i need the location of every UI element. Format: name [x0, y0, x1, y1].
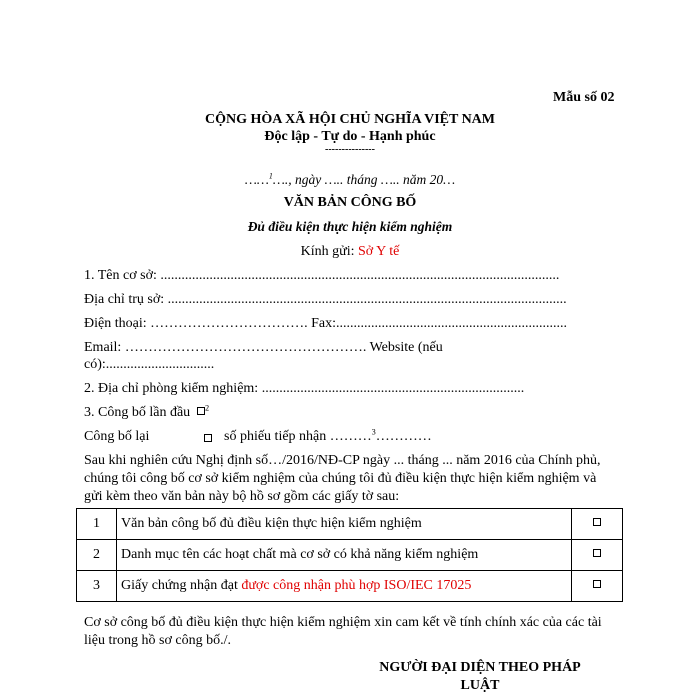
documents-table — [76, 508, 623, 602]
document-check-cell — [572, 571, 623, 602]
field-email-website-cont: có):............................... — [84, 357, 215, 372]
recipient-label: Kính gửi: — [300, 244, 358, 259]
date-line — [0, 172, 700, 188]
recipient-line — [0, 244, 700, 260]
receipt-number-field — [224, 429, 432, 445]
field-lab-address: 2. Địa chỉ phòng kiểm nghiệm: ........................................................................... — [84, 381, 525, 396]
document-check-cell — [572, 509, 623, 540]
document-description — [117, 540, 572, 571]
document-text: Danh mục tên các hoạt chất mà cơ sở có khả năng kiểm nghiệm — [121, 547, 479, 562]
document-checkbox[interactable] — [593, 549, 601, 557]
document-checkbox[interactable] — [593, 580, 601, 588]
signature-title-line2: LUẬT — [460, 678, 500, 693]
redeclaration-checkbox[interactable] — [204, 434, 212, 442]
table-row — [77, 571, 623, 602]
field-address: Địa chỉ trụ sở: .................................................................................................................. — [84, 292, 567, 307]
document-number: 1 — [77, 509, 117, 540]
document-number: 3 — [77, 571, 117, 602]
field-email-website: Email: ……………………………………………. Website (nếu — [84, 340, 443, 355]
receipt-number-tail: ………… — [375, 429, 432, 444]
motto-heading: Độc lập - Tự do - Hạnh phúc — [264, 129, 436, 144]
document-description — [117, 509, 572, 540]
field-name: 1. Tên cơ sở: .................................................................................................................. — [84, 268, 560, 283]
commitment-paragraph: Cơ sở công bố đủ điều kiện thực hiện kiểm nghiệm xin cam kết về tính chính xác của các tài liệu trong hồ sơ công bố./. — [84, 615, 602, 648]
document-description — [117, 571, 572, 602]
document-check-cell — [572, 540, 623, 571]
table-row — [77, 509, 623, 540]
date-rest: …., ngày ….. tháng ….. năm 20… — [272, 172, 456, 187]
form-number: Mẫu số 02 — [553, 90, 615, 105]
first-declaration-label: 3. Công bố lần đầu — [84, 405, 191, 420]
first-declaration-checkbox[interactable] — [197, 407, 205, 415]
document-checkbox[interactable] — [593, 518, 601, 526]
document-text: Giấy chứng nhận đạt — [121, 578, 242, 593]
document-number: 2 — [77, 540, 117, 571]
date-footnote: 1 — [268, 171, 273, 181]
nation-heading: CỘNG HÒA XÃ HỘI CHỦ NGHĨA VIỆT NAM — [204, 112, 495, 127]
first-declaration-row — [84, 405, 209, 421]
date-prefix: …… — [244, 172, 269, 187]
intro-paragraph: Sau khi nghiên cứu Nghị định số…/2016/NĐ-CP ngày ... tháng ... năm 2016 của Chính phủ, chúng tôi công bố cơ sở kiểm nghiệm của chúng tôi đủ điều kiện thực hiện kiểm nghiệm và gửi kèm theo văn bản này bộ hồ sơ gồm các giấy tờ sau: — [84, 453, 601, 504]
document-text: Văn bản công bố đủ điều kiện thực hiện kiểm nghiệm — [121, 516, 422, 531]
header-rule: --------------- — [325, 144, 375, 155]
first-declaration-footnote: 2 — [205, 403, 210, 413]
document-text-red: được công nhận phù hợp ISO/IEC 17025 — [241, 578, 472, 593]
document-title: VĂN BẢN CÔNG BỐ — [283, 195, 417, 210]
receipt-number-label: số phiếu tiếp nhận ……… — [224, 429, 372, 444]
receipt-footnote: 3 — [371, 427, 376, 437]
document-subtitle: Đủ điều kiện thực hiện kiểm nghiệm — [247, 219, 453, 234]
recipient-value: Sở Y tế — [358, 244, 400, 259]
table-row — [77, 540, 623, 571]
signature-title-line1: NGƯỜI ĐẠI DIỆN THEO PHÁP — [379, 660, 581, 675]
field-phone-fax: Điện thoại: ……………………………. Fax:.................................................................. — [84, 316, 567, 331]
redeclaration-label: Công bố lại — [84, 429, 150, 444]
